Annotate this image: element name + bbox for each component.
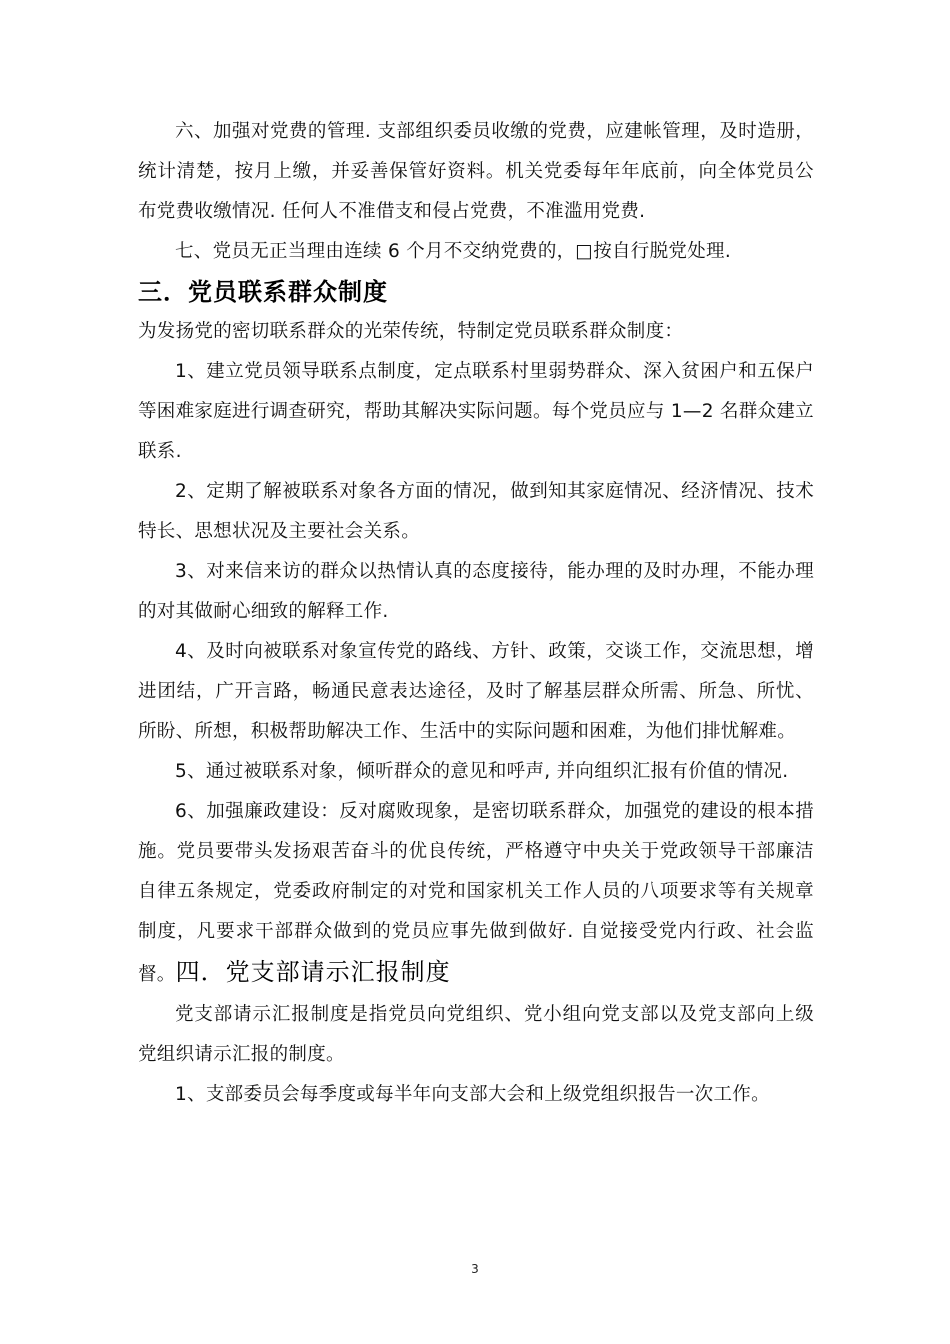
paragraph-report-system-definition: 党支部请示汇报制度是指党员向党组织、党小组向党支部以及党支部向上级党组织请示汇报的制度。 [138,1004,814,1065]
page-number: 3 [471,1262,479,1276]
section-heading-mass-contact: 三．党员联系群众制度 [138,278,388,306]
paragraph-party-fee-management: 六、加强对党费的管理. 支部组织委员收缴的党费，应建帐管理，及时造册，统计清楚，按月上缴，并妥善保管好资料。机关党委每年年底前，向全体党员公布党费收缴情况. 任何人不准借支和侵占党费，不准滥用党费. [138,121,814,222]
paragraph-unpaid-fee-rule: 七、党员无正当理由连续 6 个月不交纳党费的，□按自行脱党处理. [175,241,731,262]
section-heading-report-system: 四．党支部请示汇报制度 [175,958,451,986]
paragraph-contact-point-system: 1、建立党员领导联系点制度，定点联系村里弱势群众、深入贫困户和五保户等困难家庭进行调查研究，帮助其解决实际问题。每个党员应与 1—2 名群众建立联系. [138,361,814,462]
document-body [138,112,814,1115]
paragraph-quarterly-report: 1、支部委员会每季度或每半年向支部大会和上级党组织报告一次工作。 [175,1084,770,1105]
paragraph-integrity-text: 6、加强廉政建设：反对腐败现象，是密切联系群众，加强党的建设的根本措施。党员要带头发扬艰苦奋斗的优良传统，严格遵守中央关于党政领导干部廉洁自律五条规定，党委政府制定的对党和国家机关工作人员的八项要求等有关规章制度，凡要求干部群众做到的党员应事先做到做好. 自觉接受党内行政、社会监督。 [138,801,814,985]
paragraph-mass-contact-intro: 为发扬党的密切联系群众的光荣传统，特制定党员联系群众制度： [138,321,684,342]
paragraph-publicize-policy: 4、及时向被联系对象宣传党的路线、方针、政策，交谈工作，交流思想，增进团结，广开言路，畅通民意表达途径，及时了解基层群众所需、所急、所忧、所盼、所想，积极帮助解决工作、生活中的实际问题和困难，为他们排忧解难。 [138,641,814,742]
paragraph-listen-opinions: 5、通过被联系对象，倾听群众的意见和呼声, 并向组织汇报有价值的情况. [175,761,789,782]
paragraph-letters-visits: 3、对来信来访的群众以热情认真的态度接待，能办理的及时办理，不能办理的对其做耐心细致的解释工作. [138,561,814,622]
paragraph-understand-contacts: 2、定期了解被联系对象各方面的情况，做到知其家庭情况、经济情况、技术特长、思想状况及主要社会关系。 [138,481,814,542]
paragraph-integrity-building [138,792,814,995]
